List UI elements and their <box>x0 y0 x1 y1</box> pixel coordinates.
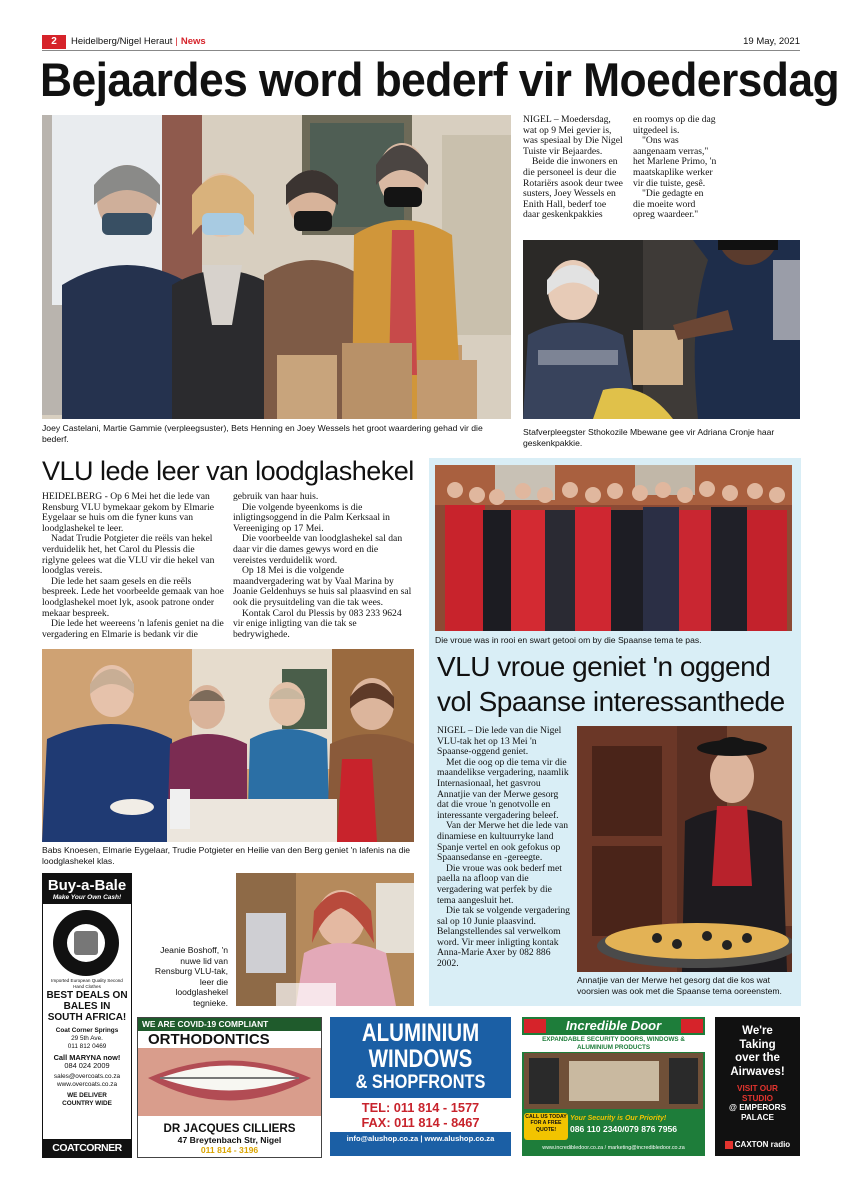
ad-incredible-door[interactable] <box>522 1017 705 1156</box>
main-headline: Bejaardes word bederf vir Moedersdag <box>40 53 840 106</box>
bale-deliver: WE DELIVER COUNTRY WIDE <box>62 1092 112 1107</box>
paragraph: gebruik van haar huis. <box>233 491 319 502</box>
crochet-photo-caption: Babs Knoesen, Elmarie Eygelaar, Trudie Potgieter en Heilie van den Berg geniet 'n lafenis na die loodglashekel klas. <box>42 845 411 866</box>
door-web[interactable]: www.incredibledoor.co.za / marketing@incredibledoor.co.za <box>542 1145 685 1151</box>
photo-gift-handover <box>523 240 800 419</box>
alu-web[interactable]: info@alushop.co.za | www.alushop.co.za <box>346 1134 495 1143</box>
spanish-headline-line1: VLU vroue geniet 'n oggend <box>437 651 771 682</box>
main-story-col2 <box>633 115 717 221</box>
paragraph: Die vroue was ook bederf met paella na afloop van die vergadering wat perfek by die tema aangesluit het. <box>437 862 562 906</box>
door-subtitle: EXPANDABLE SECURITY DOORS, WINDOWS & ALUMINIUM PRODUCTS <box>522 1035 705 1052</box>
page-number: 2 <box>42 35 66 49</box>
paragraph: Met die oog op die tema vir die maandelikse vergadering, naamlik Internasionaal, het gasvrou Annatjie van der Merwe gesorg dat die vroue 'n genotvolle en interessante vergadering beleef. <box>437 756 569 821</box>
ad-caxton-radio[interactable] <box>715 1017 800 1156</box>
door-product-photo <box>524 1053 703 1109</box>
door-title: Incredible Door <box>565 1018 662 1033</box>
bale-email[interactable]: sales@overcoats.co.za <box>53 1073 121 1080</box>
bale-subtitle: Make Your Own Cash! <box>52 894 122 901</box>
paragraph: Op 18 Mei is die volgende maandvergadering wat by Vaal Marina by Joanie Geldenhuys se huis sal plaasvind en sal ook die prysuitdeling van die tak wees. <box>233 565 412 608</box>
paragraph: HEIDELBERG - Op 6 Mei het die lede van Rensburg VLU bymekaar gekom by Elmarie Eygelaar se huis om die fyner kuns van loodglashekel te leer. <box>42 491 215 534</box>
spanish-group-caption: Die vroue was in rooi en swart getooi om by die Spaanse tema te pas. <box>435 635 702 645</box>
paragraph: Nadat Trudie Potgieter die reëls van hekel verduidelik het, het Carol du Plessis die riglyne gelees wat die VLU vir die hekel van loodglas vereis. <box>42 533 215 577</box>
new-member-caption: Jeanie Boshoff, 'n nuwe lid van Rensburg VLU-tak, leer die loodglashekel tegnieke. <box>154 945 228 1008</box>
crochet-story-col1 <box>42 492 224 640</box>
crochet-headline: VLU lede leer van loodglashekel <box>42 456 414 486</box>
bale-store: Coat Corner Springs <box>55 1027 119 1034</box>
covid-badge: WE ARE COVID-19 COMPLIANT <box>138 1018 321 1031</box>
radio-line1: We're <box>742 1025 773 1037</box>
photo-new-member-crochet <box>236 873 414 1006</box>
issue-date: 19 May, 2021 <box>743 36 800 47</box>
flag-icon <box>681 1019 703 1033</box>
nurse-photo-caption: Stafverpleegster Sthokozile Mbewane gee vir Adriana Cronje haar geskenkpakkie. <box>523 427 775 448</box>
alu-fax: FAX: 011 814 - 8467 <box>361 1115 480 1130</box>
ortho-doctor: DR JACQUES CILLIERS <box>163 1122 296 1135</box>
header-rule <box>42 50 800 51</box>
paella-caption: Annatjie van der Merwe het gesorg dat die kos wat voorsien was ook met die Spaanse tema ooreenstem. <box>577 975 782 996</box>
publication-name: Heidelberg/Nigel Heraut <box>71 36 173 47</box>
ad-buy-a-bale[interactable] <box>42 873 132 1158</box>
alu-tel[interactable]: TEL: 011 814 - 1577 <box>361 1100 480 1115</box>
photo-crochet-refreshments <box>42 649 414 842</box>
radio-line3: over the <box>735 1052 780 1064</box>
ortho-title: ORTHODONTICS <box>148 1031 270 1048</box>
bale-address: 29 5th Ave. <box>71 1035 103 1042</box>
flag-icon <box>524 1019 546 1033</box>
running-header <box>71 36 206 48</box>
main-story-col1 <box>523 115 625 221</box>
paragraph: en roomys op die dag uitgedeel is. <box>633 114 716 136</box>
bale-title: Buy-a-Bale <box>47 877 127 894</box>
coat-corner-logo: COATCORNER <box>43 1139 131 1157</box>
photo-paella-host <box>577 726 792 972</box>
bale-icon <box>74 931 98 955</box>
bale-call: Call MARYNA now! <box>53 1053 121 1062</box>
door-header <box>522 1017 705 1035</box>
header-separator: | <box>175 36 178 47</box>
photo-spanish-group <box>435 465 792 631</box>
crochet-story-col2 <box>233 492 413 640</box>
paragraph: Die voorbeelde van loodglashekel sal dan daar vir die dames gewys word en die vereistes verduidelik word. <box>233 533 403 566</box>
bale-phone: 011 812 0469 <box>67 1043 107 1050</box>
caxton-radio-logo <box>715 1140 800 1150</box>
bale-ring-text: Imported European Quality Second Hand Clothes <box>51 978 123 989</box>
paragraph: Die lede het saam gesels en die reëls bespreek. Lede het voorbeelde gemaak van hoe loodglashekel moet lyk, asook patrone onder mekaar bespreek. <box>42 575 224 619</box>
bale-deals: BEST DEALS ON BALES IN SOUTH AFRICA! <box>46 990 128 1023</box>
paragraph: Kontak Carol du Plessis by 083 233 9624 vir enige inligting van die tak se bedrywighede. <box>233 607 402 640</box>
main-photo-caption: Joey Castelani, Martie Gammie (verpleegsuster), Bets Henning en Joey Wessels het groot waardering gehad vir die bederf. <box>42 423 483 444</box>
paragraph: Van der Merwe het die lede van dinamiese en kultuurryke land Spanje vertel en ook gefokus op Spaansedanse en -gereegte. <box>437 820 569 864</box>
spanish-headline-line2: vol Spaanse interessanthede <box>437 686 785 717</box>
bale-mobile: 084 024 2009 <box>64 1061 110 1070</box>
radio-location: @ EMPERORS PALACE <box>728 1103 787 1122</box>
section-name: News <box>180 36 206 47</box>
radio-brand: CAXTON radio <box>734 1140 791 1149</box>
ad-aluminium-windows[interactable] <box>330 1017 511 1156</box>
bale-web[interactable]: www.overcoats.co.za <box>56 1081 118 1088</box>
ad-orthodontics[interactable] <box>137 1017 322 1158</box>
paragraph: Die lede het weereens 'n lafenis geniet na die vergadering en Elmarie is bedank vir die <box>42 618 224 640</box>
ortho-address: 47 Breytenbach Str, Nigel <box>177 1135 282 1145</box>
radio-line4: Airwaves! <box>730 1065 785 1078</box>
radio-visit: VISIT OUR STUDIO <box>737 1084 778 1103</box>
ortho-phone[interactable]: 011 814 - 3196 <box>200 1145 259 1155</box>
spanish-story-body <box>437 726 570 970</box>
ortho-smile-photo <box>138 1048 321 1116</box>
alu-line1: ALUMINIUM <box>361 1019 480 1047</box>
paragraph: NIGEL – Moedersdag, wat op 9 Mei gevier is, was spesiaal by Die Nigel Tuiste vir Bejaardes. <box>523 114 623 157</box>
photo-nursing-home-group <box>42 115 511 419</box>
paragraph: Die tak se volgende vergadering sal op 10 Junie plaasvind. Belangstellendes sal verwelkom word. Vir meer inligting kontak Anna-Marie Axer by 082 886 2002. <box>437 905 570 970</box>
door-phones[interactable]: 086 110 2340/079 876 7956 <box>570 1124 678 1134</box>
alu-line3: & SHOPFRONTS <box>355 1072 486 1093</box>
door-slogan: Your Security is Our Priority! <box>570 1115 667 1122</box>
paragraph: "Ons was aangenaam verras," het Marlene Primo, 'n maatskaplike werker vir die tuiste, gesê. <box>633 135 717 189</box>
paragraph: Die volgende byeenkoms is die inligtingsoggend in die Palm Kerksaal in Vereeniging op 17 Mei. <box>233 501 390 534</box>
paragraph: Beide die inwoners en die personeel is deur die Rotariërs asook deur twee susters, Joey Wessels en Enith Hall, bederf toe daar geskenkpakkies <box>523 156 623 221</box>
alu-line2: WINDOWS <box>368 1045 473 1073</box>
door-call-badge[interactable]: CALL US TODAY FOR A FREE QUOTE! <box>524 1113 568 1140</box>
radio-line2: Taking <box>739 1038 776 1051</box>
radio-logo-icon <box>725 1141 733 1149</box>
paragraph: "Die gedagte en die moeite word opreg waardeer." <box>633 188 704 221</box>
paragraph: NIGEL – Die lede van die Nigel VLU-tak het op 13 Mei 'n Spaanse-oggend geniet. <box>437 725 562 758</box>
bale-emblem <box>43 904 131 990</box>
